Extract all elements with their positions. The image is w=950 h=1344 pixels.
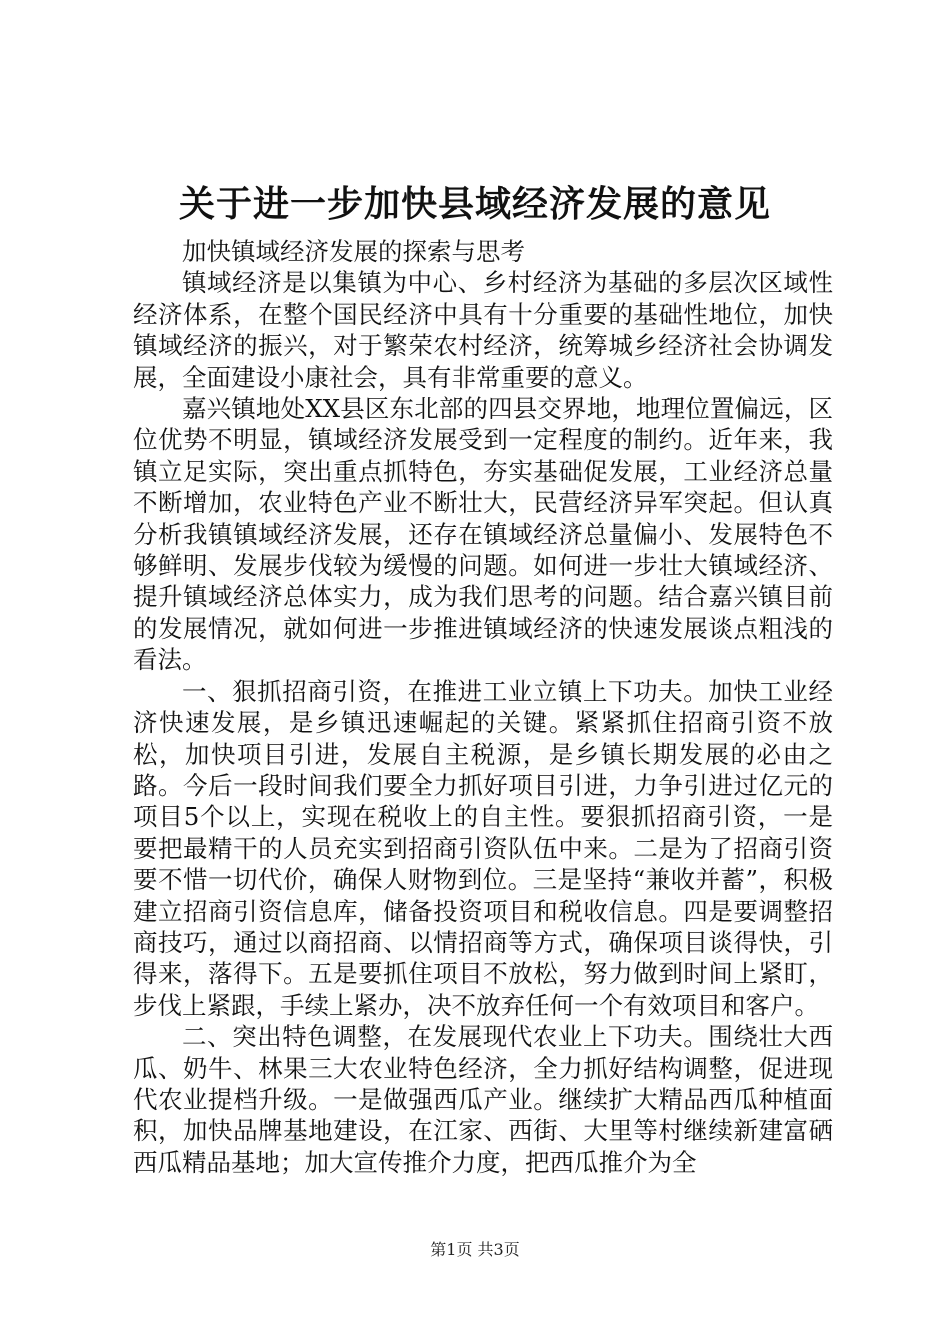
body-paragraph: 嘉兴镇地处XX县区东北部的四县交界地，地理位置偏远，区位优势不明显，镇域经济发展受到一定程度的制约。近年来，我镇立足实际，突出重点抓特色，夯实基础促发展，工业经济总量不断增加，农业特色产业不断壮大，民营经济异军突起。但认真分析我镇镇域经济发展，还存在镇域经济总量偏小、发展特色不够鲜明、发展步伐较为缓慢的问题。如何进一步壮大镇域经济、提升镇域经济总体实力，成为我们思考的问题。结合嘉兴镇目前的发展情况，就如何进一步推进镇域经济的快速发展谈点粗浅的看法。 xyxy=(133,394,833,675)
subtitle-paragraph: 加快镇域经济发展的探索与思考 xyxy=(182,237,525,266)
page-footer: 第1页 共3页 xyxy=(430,1240,520,1259)
document-title: 关于进一步加快县域经济发展的意见 xyxy=(178,183,771,225)
document-body xyxy=(133,236,833,1178)
body-paragraph: 镇域经济是以集镇为中心、乡村经济为基础的多层次区域性经济体系，在整个国民经济中具有十分重要的基础性地位，加快镇域经济的振兴，对于繁荣农村经济，统筹城乡经济社会协调发展，全面建设小康社会，具有非常重要的意义。 xyxy=(133,268,833,392)
body-paragraph: 一、狠抓招商引资，在推进工业立镇上下功夫。加快工业经济快速发展，是乡镇迅速崛起的关键。紧紧抓住招商引资不放松，加快项目引进，发展自主税源，是乡镇长期发展的必由之路。今后一段时间我们要全力抓好项目引进，力争引进过亿元的项目5个以上，实现在税收上的自主性。要狠抓招商引资，一是要把最精干的人员充实到招商引资队伍中来。二是为了招商引资要不惜一切代价，确保人财物到位。三是坚持“兼收并蓄”，积极建立招商引资信息库，储备投资项目和税收信息。四是要调整招商技巧，通过以商招商、以情招商等方式，确保项目谈得快，引得来，落得下。五是要抓住项目不放松，努力做到时间上紧盯，步伐上紧跟，手续上紧办，决不放弃任何一个有效项目和客户。 xyxy=(133,676,833,1020)
body-paragraph: 二、突出特色调整，在发展现代农业上下功夫。围绕壮大西瓜、奶牛、林果三大农业特色经济，全力抓好结构调整，促进现代农业提档升级。一是做强西瓜产业。继续扩大精品西瓜种植面积，加快品牌基地建设，在江家、西街、大里等村继续新建富硒西瓜精品基地；加大宣传推介力度，把西瓜推介为全 xyxy=(133,1022,833,1177)
